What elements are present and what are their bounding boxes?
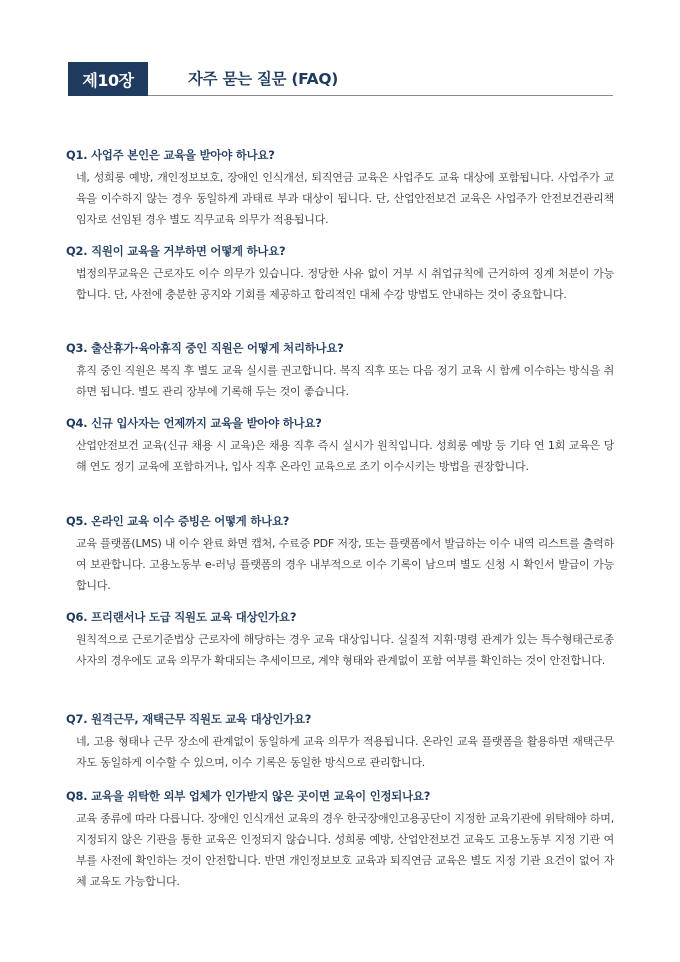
faq-item-q4 xyxy=(66,414,614,477)
faq-question: Q5. 온라인 교육 이수 증빙은 어떻게 하나요? xyxy=(66,514,290,528)
faq-item-q7 xyxy=(66,710,614,773)
faq-item-q6 xyxy=(66,608,614,671)
faq-question: Q1. 사업주 본인은 교육을 받아야 하나요? xyxy=(66,148,275,162)
faq-question: Q6. 프리랜서나 도급 직원도 교육 대상인가요? xyxy=(66,610,297,624)
chapter-badge: 제10장 xyxy=(68,62,148,96)
faq-item-q3 xyxy=(66,339,614,402)
faq-answer: 네, 고용 형태나 근무 장소에 관계없이 동일하게 교육 의무가 적용됩니다. 온라인 교육 플랫폼을 활용하면 재택근무자도 동일하게 이수할 수 있으며, 이수 기록은 동일한 방식으로 관리합니다. xyxy=(76,735,614,769)
faq-answer: 휴직 중인 직원은 복직 후 별도 교육 실시를 권고합니다. 복직 직후 또는 다음 정기 교육 시 함께 이수하는 방식을 취하면 됩니다. 별도 관리 장부에 기록해 두는 것이 좋습니다. xyxy=(76,364,614,398)
chapter-header xyxy=(68,62,613,98)
faq-answer: 네, 성희롱 예방, 개인정보보호, 장애인 인식개선, 퇴직연금 교육은 사업주도 교육 대상에 포함됩니다. 사업주가 교육을 이수하지 않는 경우 동일하게 과태료 부과 대상이 됩니다. 단, 산업안전보건 교육은 사업주가 안전보건관리책임자로 선임된 경우 별도 직무교육 의무가 적용됩니다. xyxy=(76,171,614,226)
faq-question: Q2. 직원이 교육을 거부하면 어떻게 하나요? xyxy=(66,244,286,258)
faq-answer: 산업안전보건 교육(신규 채용 시 교육)은 채용 직후 즉시 실시가 원칙입니다. 성희롱 예방 등 기타 연 1회 교육은 당해 연도 정기 교육에 포함하거나, 입사 직후 온라인 교육으로 조기 이수시키는 방법을 권장합니다. xyxy=(76,439,614,473)
faq-answer: 교육 종류에 따라 다릅니다. 장애인 인식개선 교육의 경우 한국장애인고용공단이 지정한 교육기관에 위탁해야 하며, 지정되지 않은 기관을 통한 교육은 인정되지 않습니다. 성희롱 예방, 산업안전보건 교육도 고용노동부 지정 기관 여부를 사전에 확인하는 것이 안전합니다. 반면 개인정보보호 교육과 퇴직연금 교육은 별도 지정 기관 요건이 없어 자체 교육도 가능합니다. xyxy=(76,812,614,888)
faq-item-q8 xyxy=(66,787,614,892)
faq-answer: 교육 플랫폼(LMS) 내 이수 완료 화면 캡처, 수료증 PDF 저장, 또는 플랫폼에서 발급하는 이수 내역 리스트를 출력하여 보관합니다. 고용노동부 e-러닝 플랫폼의 경우 내부적으로 이수 기록이 남으며 별도 신청 시 확인서 발급이 가능합니다. xyxy=(76,537,614,592)
faq-answer: 원칙적으로 근로기준법상 근로자에 해당하는 경우 교육 대상입니다. 실질적 지휘·명령 관계가 있는 특수형태근로종사자의 경우에도 교육 의무가 확대되는 추세이므로, 계약 형태와 관계없이 포함 여부를 확인하는 것이 안전합니다. xyxy=(76,633,614,667)
faq-question: Q7. 원격근무, 재택근무 직원도 교육 대상인가요? xyxy=(66,712,312,726)
faq-question: Q8. 교육을 위탁한 외부 업체가 인가받지 않은 곳이면 교육이 인정되나요? xyxy=(66,789,431,803)
chapter-title: 자주 묻는 질문 (FAQ) xyxy=(188,70,338,88)
faq-question: Q3. 출산휴가·육아휴직 중인 직원은 어떻게 처리하나요? xyxy=(66,341,344,355)
faq-question: Q4. 신규 입사자는 언제까지 교육을 받아야 하나요? xyxy=(66,416,322,430)
faq-answer: 법정의무교육은 근로자도 이수 의무가 있습니다. 정당한 사유 없이 거부 시 취업규칙에 근거하여 징계 처분이 가능합니다. 단, 사전에 충분한 공지와 기회를 제공하고 합리적인 대체 수강 방법도 안내하는 것이 중요합니다. xyxy=(76,267,614,301)
chapter-divider xyxy=(148,95,613,96)
faq-item-q1 xyxy=(66,146,614,230)
faq-item-q2 xyxy=(66,242,614,305)
faq-item-q5 xyxy=(66,512,614,596)
